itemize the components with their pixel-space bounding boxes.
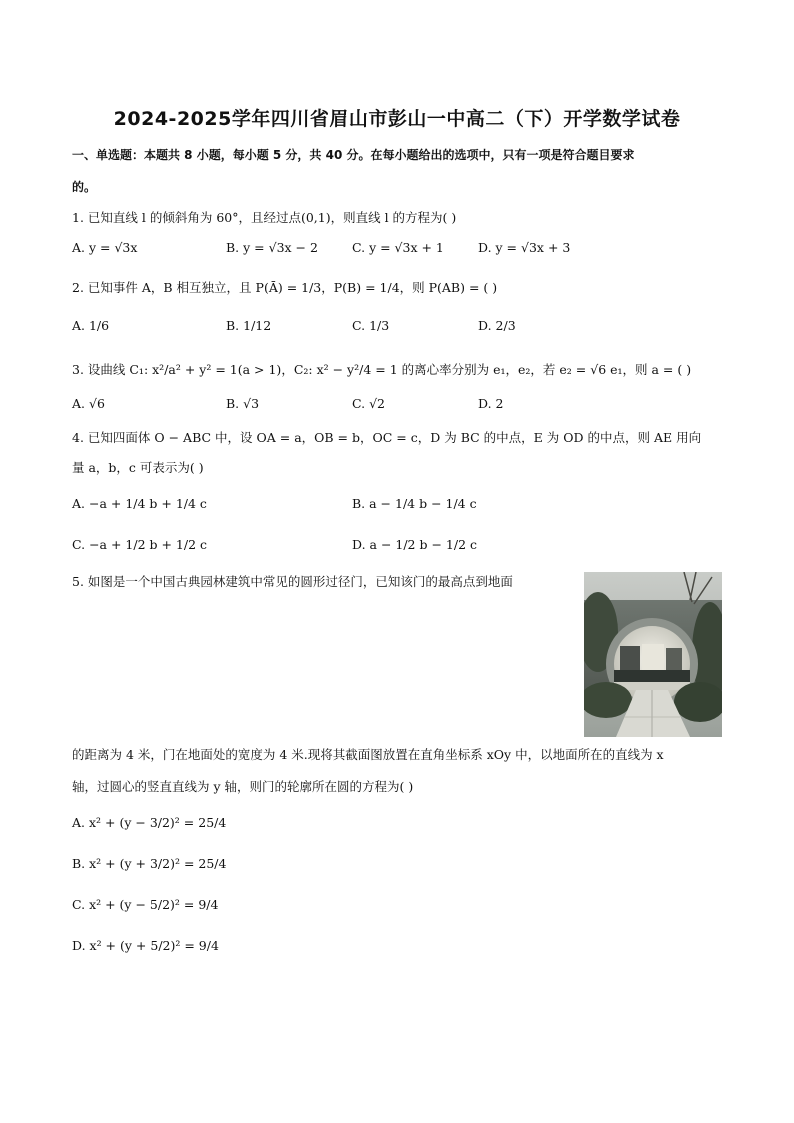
q3-option-c: C. √2 [352,396,385,411]
q3-option-a: A. √6 [72,396,105,411]
section-header-line2: 的。 [72,180,97,194]
q4-option-a: A. −a + 1/4 b + 1/4 c [72,496,207,511]
question-5-stem-line1: 5. 如图是一个中国古典园林建筑中常见的圆形过径门，已知该门的最高点到地面 [72,574,513,589]
q4-option-c: C. −a + 1/2 b + 1/2 c [72,537,208,552]
q3-option-d: D. 2 [478,396,504,411]
question-5-stem-line2: 的距离为 4 米，门在地面处的宽度为 4 米.现将其截面图放置在直角坐标系 xOy 中，以地面所在的直线为 x [72,747,664,762]
q2-option-d: D. 2/3 [478,318,516,333]
q4-option-d: D. a − 1/2 b − 1/2 c [352,537,477,552]
question-3-stem: 3. 设曲线 C₁: x²/a² + y² = 1(a > 1)，C₂: x² − y²/4 = 1 的离心率分别为 e₁，e₂，若 e₂ = √6 e₁，则 a = ( ) [72,362,692,377]
q2-option-b: B. 1/12 [226,318,272,333]
q5-option-d: D. x² + (y + 5/2)² = 9/4 [72,938,219,953]
section-header-line1: 一、单选题：本题共 8 小题，每小题 5 分，共 40 分。在每小题给出的选项中，只有一项是符合题目要求 [72,148,635,162]
q1-option-d: D. y = √3x + 3 [478,240,571,255]
q5-option-c: C. x² + (y − 5/2)² = 9/4 [72,897,219,912]
q5-option-b: B. x² + (y + 3/2)² = 25/4 [72,856,227,871]
q3-option-b: B. √3 [226,396,260,411]
q2-option-c: C. 1/3 [352,318,390,333]
question-2-stem: 2. 已知事件 A，B 相互独立，且 P(Ā) = 1/3，P(B) = 1/4，则 P(AB) = ( ) [72,280,498,295]
question-5-stem-line3: 轴，过圆心的竖直直线为 y 轴，则门的轮廓所在圆的方程为( ) [72,779,414,794]
question-4-stem-line1: 4. 已知四面体 O − ABC 中，设 OA = a，OB = b，OC = c，D 为 BC 的中点，E 为 OD 的中点，则 AE 用向 [72,430,702,445]
question-1-stem: 1. 已知直线 l 的倾斜角为 60°，且经过点(0,1)，则直线 l 的方程为( ) [72,210,457,225]
question-4-stem-line2: 量 a，b，c 可表示为( ) [72,460,204,475]
q1-option-c: C. y = √3x + 1 [352,240,444,255]
q2-option-a: A. 1/6 [72,318,110,333]
page-title: 2024-2025学年四川省眉山市彭山一中高二（下）开学数学试卷 [113,108,681,130]
q1-option-b: B. y = √3x − 2 [226,240,318,255]
q5-option-a: A. x² + (y − 3/2)² = 25/4 [72,815,227,830]
q1-option-a: A. y = √3x [72,240,138,255]
moon-gate-photo [584,572,722,737]
q4-option-b: B. a − 1/4 b − 1/4 c [352,496,477,511]
